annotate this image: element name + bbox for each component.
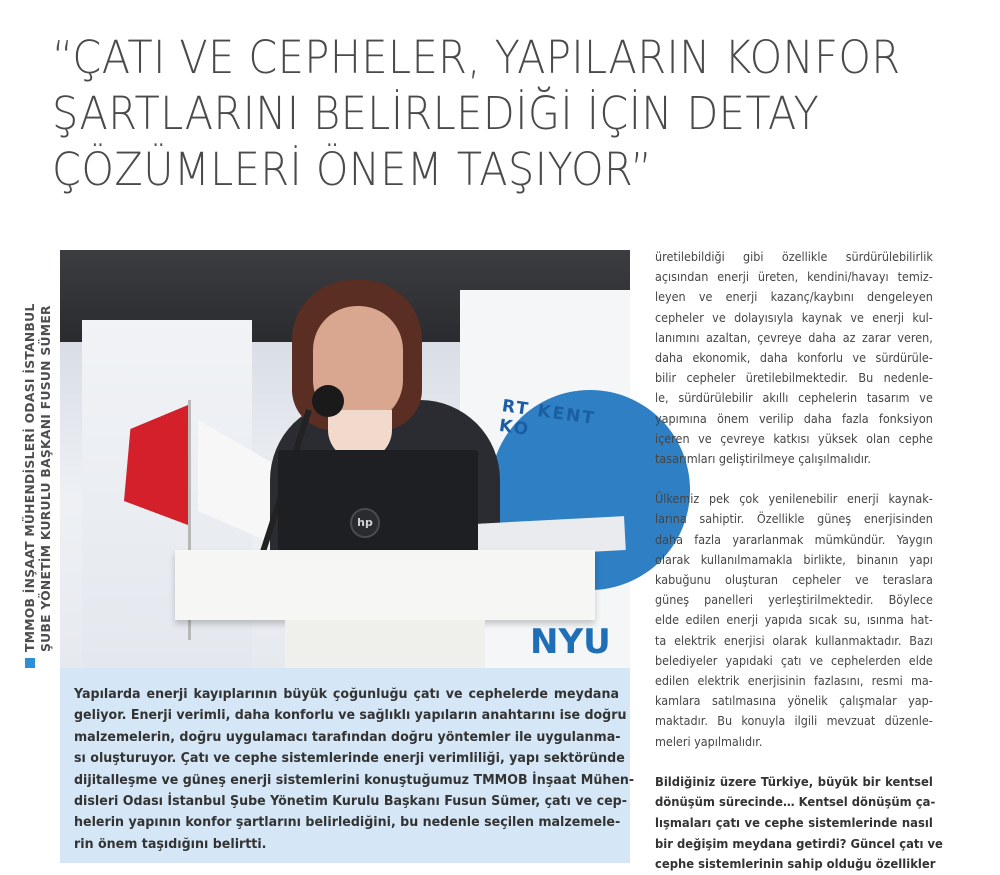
question-line: dönüşüm sürecinde… Kentsel dönüşüm ça- bbox=[655, 794, 936, 810]
article-body-column bbox=[655, 247, 943, 875]
question-line: Bildiğiniz üzere Türkiye, büyük bir kentsel bbox=[655, 773, 933, 789]
body-line: ta elektrik enerjisi olarak kullanmaktadır. Bazı bbox=[655, 633, 933, 648]
body-line: olarak kullanılmamakla birlikte, binanın yapı bbox=[655, 552, 933, 567]
body-line: yapımına önem verilip daha fazla fonksiyon bbox=[655, 411, 933, 426]
article-headline bbox=[52, 30, 901, 198]
photo-side-caption bbox=[22, 238, 54, 668]
photo-podium-base bbox=[285, 620, 485, 668]
question-line: bir değişim meydana getirdi? Güncel çatı ve bbox=[655, 835, 943, 851]
headline-line-2: ŞARTLARINI BELİRLEDİĞİ İÇİN DETAY bbox=[52, 87, 820, 140]
body-line: bilir cepheler üretilebilmektedir. Bu nedenle- bbox=[655, 371, 933, 386]
body-line: içeren ve çevreye katkısı yüksek olan cephe bbox=[655, 431, 933, 446]
body-line: üretilebildiği gibi özellikle sürdürülebilirlik bbox=[655, 250, 933, 264]
caption-line-2: ŞUBE YÖNETİM KURULU BAŞKANI FUSUN SÜMER bbox=[39, 305, 53, 652]
summary-line: rin önem taşıdığını belirtti. bbox=[74, 835, 267, 852]
article-summary-box bbox=[60, 668, 635, 863]
summary-line: geliyor. Enerji verimli, daha konforlu ve sağlıklı yapıların anahtarını ise doğru bbox=[74, 707, 627, 724]
photo-banner-text: RT KENT KO bbox=[497, 396, 597, 441]
photo-laptop-logo: hp bbox=[350, 508, 380, 538]
question-line: cephe sistemlerinin sahip olduğu özellikler bbox=[655, 856, 936, 872]
body-line: açısından enerji üreten, kendini/havayı temiz- bbox=[655, 270, 933, 285]
summary-line: disleri Odası İstanbul Şube Yönetim Kurulu Başkanı Fusun Sümer, çatı ve cep- bbox=[74, 793, 627, 810]
speaker-photo bbox=[60, 250, 630, 668]
body-line: cepheler ve dolayısıyla kaynak ve enerji kul- bbox=[655, 310, 933, 325]
summary-line: dijitalleşme ve güneş enerji sistemlerini konuştuğumuz TMMOB İnşaat Mühen- bbox=[74, 771, 635, 788]
photo-banner-bottom-text: NYU bbox=[530, 622, 611, 662]
photo-laptop bbox=[278, 450, 478, 560]
photo-podium bbox=[175, 550, 595, 620]
summary-line: Yapılarda enerji kayıplarının büyük çoğunluğu çatı ve cephelerde meydana bbox=[74, 686, 619, 702]
body-paragraph-2 bbox=[655, 489, 933, 752]
photo-microphone bbox=[312, 385, 344, 417]
body-line: güneş panelleri yerleştirilmektedir. Böylece bbox=[655, 593, 933, 608]
headline-line-1: “ÇATI VE CEPHELER, YAPILARIN KONFOR bbox=[52, 31, 901, 84]
body-paragraph-1 bbox=[655, 247, 933, 469]
body-line: daha fazla yararlanmak mümkündür. Yaygın bbox=[655, 532, 933, 547]
body-line: belediyeler yapıdaki çatı ve cephelerden elde bbox=[655, 653, 933, 668]
body-line: kamlara satılmasına yönelik çalışmalar yap- bbox=[655, 694, 933, 709]
interview-question bbox=[655, 772, 943, 875]
body-line: Ülkemiz pek çok yenilenebilir enerji kaynak- bbox=[655, 492, 933, 507]
body-line: larına sahiptir. Özellikle güneş enerjisinden bbox=[655, 512, 933, 527]
body-line: lanımını azaltan, çevreye daha az zarar veren, bbox=[655, 330, 933, 345]
body-line: elde edilen enerji yapıda sıcak su, ısınma hat- bbox=[655, 613, 933, 628]
summary-line: sı oluşturuyor. Çatı ve cephe sistemlerinde enerji verimliliği, yapı sektöründe bbox=[74, 750, 625, 767]
body-line: kabuğunu oluşturan cepheler ve teraslara bbox=[655, 573, 933, 588]
body-line: maktadır. Bu konuyla ilgili mevzuat düzenle- bbox=[655, 714, 933, 729]
body-line: le, sürdürülebilir akıllı cephelerin tasarım ve bbox=[655, 391, 933, 406]
body-line: tasarımları geliştirilmeye çalışılmalıdır. bbox=[655, 452, 871, 467]
summary-line: malzemelerin, doğru uygulamacı tarafından doğru yöntemler ile uygulanma- bbox=[74, 728, 621, 745]
caption-square-icon bbox=[25, 658, 35, 668]
question-line: lışmaları çatı ve cephe sistemlerinde nasıl bbox=[655, 815, 933, 831]
body-line: daha ekonomik, daha konforlu ve sürdürüle- bbox=[655, 351, 933, 366]
caption-line-1: TMMOB İNŞAAT MÜHENDİSLERİ ODASI İSTANBUL bbox=[23, 303, 37, 652]
headline-line-3: ÇÖZÜMLERİ ÖNEM TAŞIYOR” bbox=[52, 143, 653, 196]
body-line: edilen elektrik enerjisinin fazlasını, resmi ma- bbox=[655, 674, 933, 689]
body-line: meleri yapılmalıdır. bbox=[655, 734, 763, 749]
summary-line: helerin yapının konfor şartlarını belirlediğini, bu nedenle seçilen malzemele- bbox=[74, 814, 621, 831]
body-line: leyen ve enerji kazanç/kaybını dengeleyen bbox=[655, 290, 933, 305]
